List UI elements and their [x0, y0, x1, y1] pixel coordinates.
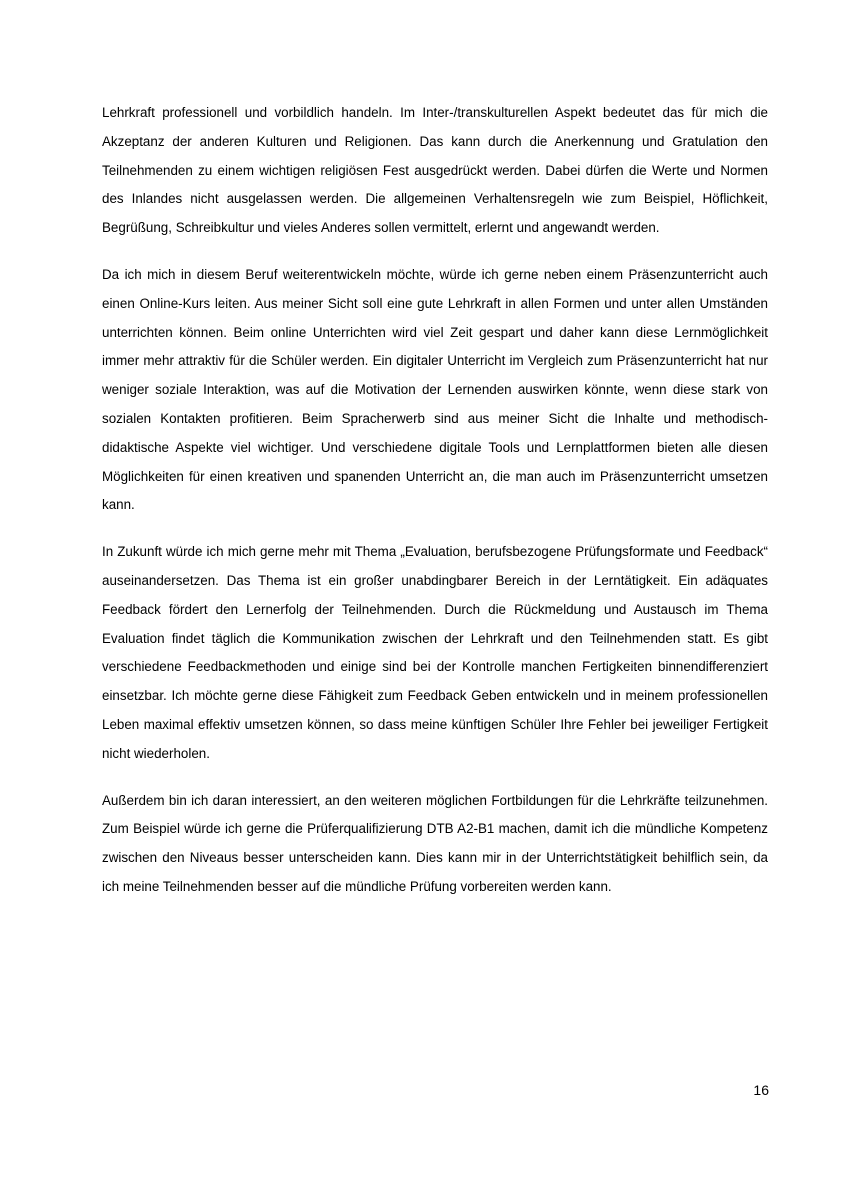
paragraph-3: In Zukunft würde ich mich gerne mehr mit Thema „Evaluation, berufsbezogene Prüfungsformate und Feedback“ auseinandersetzen. Das Thema ist ein großer unabdingbarer Bereich in der Lerntätigkeit. Ein adäquates Feedback fördert den Lernerfolg der Teilnehmenden. Durch die Rückmeldung und Austausch im Thema Evaluation findet täglich die Kommunikation zwischen der Lehrkraft und den Teilnehmenden statt. Es gibt verschiedene Feedbackmethoden und einige sind bei der Kontrolle manchen Fertigkeiten binnendifferenziert einsetzbar. Ich möchte gerne diese Fähigkeit zum Feedback Geben entwickeln und in meinem professionellen Leben maximal effektiv umsetzen können, so dass meine künftigen Schüler Ihre Fehler bei jeweiliger Fertigkeit nicht wiederholen. — [102, 544, 768, 761]
paragraph-4: Außerdem bin ich daran interessiert, an den weiteren möglichen Fortbildungen für die Lehrkräfte teilzunehmen. Zum Beispiel würde ich gerne die Prüferqualifizierung DTB A2-B1 machen, damit ich die mündliche Kompetenz zwischen den Niveaus besser unterscheiden kann. Dies kann mir in der Unterrichtstätigkeit behilflich sein, da ich meine Teilnehmenden besser auf die mündliche Prüfung vorbereiten werden kann. — [102, 792, 768, 894]
body-text — [102, 99, 768, 920]
paragraph-1: Lehrkraft professionell und vorbildlich handeln. Im Inter-/transkulturellen Aspekt bedeutet das für mich die Akzeptanz der anderen Kulturen und Religionen. Das kann durch die Anerkennung und Gratulation den Teilnehmenden zu einem wichtigen religiösen Fest ausgedrückt werden. Dabei dürfen die Werte und Normen des Inlandes nicht ausgelassen werden. Die allgemeinen Verhaltensregeln wie zum Beispiel, Höflichkeit, Begrüßung, Schreibkultur und vieles Anderes sollen vermittelt, erlernt und angewandt werden. — [102, 105, 768, 236]
paragraph-2: Da ich mich in diesem Beruf weiterentwickeln möchte, würde ich gerne neben einem Präsenzunterricht auch einen Online-Kurs leiten. Aus meiner Sicht soll eine gute Lehrkraft in allen Formen und unter allen Umständen unterrichten können. Beim online Unterrichten wird viel Zeit gespart und daher kann diese Lernmöglichkeit immer mehr attraktiv für die Schüler werden. Ein digitaler Unterricht im Vergleich zum Präsenzunterricht hat nur weniger soziale Interaktion, was auf die Motivation der Lernenden auswirken könnte, wenn diese stark von sozialen Kontakten profitieren. Beim Spracherwerb sind aus meiner Sicht die Inhalte und methodisch-didaktische Aspekte viel wichtiger. Und verschiedene digitale Tools und Lernplattformen bieten alle diesen Möglichkeiten für einen kreativen und spanenden Unterricht an, die man auch im Präsenzunterricht umsetzen kann. — [102, 266, 768, 513]
page-number: 16 — [753, 1082, 769, 1098]
